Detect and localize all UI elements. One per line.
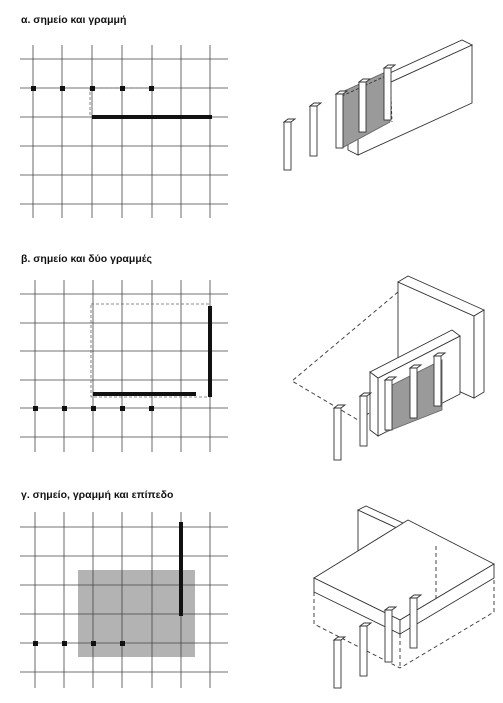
panel-a-title: α. σημείο και γραμμή <box>21 14 127 26</box>
panel-a-axonometric <box>284 40 472 170</box>
panel-b-axonometric <box>292 276 484 460</box>
post <box>360 393 371 446</box>
panel-b-points <box>33 406 154 411</box>
post <box>334 405 345 460</box>
grid-point <box>120 641 125 646</box>
panel-a-points <box>31 86 154 91</box>
grid-point <box>60 86 65 91</box>
grid-point <box>33 406 38 411</box>
grid-point <box>120 86 125 91</box>
panel-b-title: β. σημείο και δύο γραμμές <box>21 253 152 265</box>
panel-b-grid <box>20 280 228 452</box>
panel-b-back-wall-end <box>474 310 484 398</box>
panel-c-axonometric <box>314 506 494 688</box>
panel-b-cross-wall-side <box>370 372 378 436</box>
panel-b-dashed-outline <box>91 304 210 397</box>
grid-point <box>62 641 67 646</box>
grid-point <box>91 641 96 646</box>
grid-point <box>120 406 125 411</box>
post <box>284 119 295 170</box>
grid-point <box>149 406 154 411</box>
grid-point <box>31 86 36 91</box>
grid-point <box>62 406 67 411</box>
grid-point <box>91 406 96 411</box>
grid-point <box>90 86 95 91</box>
panel-a-dashed-outline <box>90 88 152 117</box>
panel-c-title: γ. σημείο, γραμμή και επίπεδο <box>21 489 174 501</box>
post <box>334 637 345 688</box>
panel-a-grid <box>20 45 228 218</box>
panel-b-plan <box>20 280 228 452</box>
post <box>310 103 321 156</box>
grid-point <box>33 641 38 646</box>
post <box>360 623 371 676</box>
panel-a-plan <box>20 45 228 218</box>
panel-c-plan <box>20 512 228 688</box>
grid-point <box>149 86 154 91</box>
